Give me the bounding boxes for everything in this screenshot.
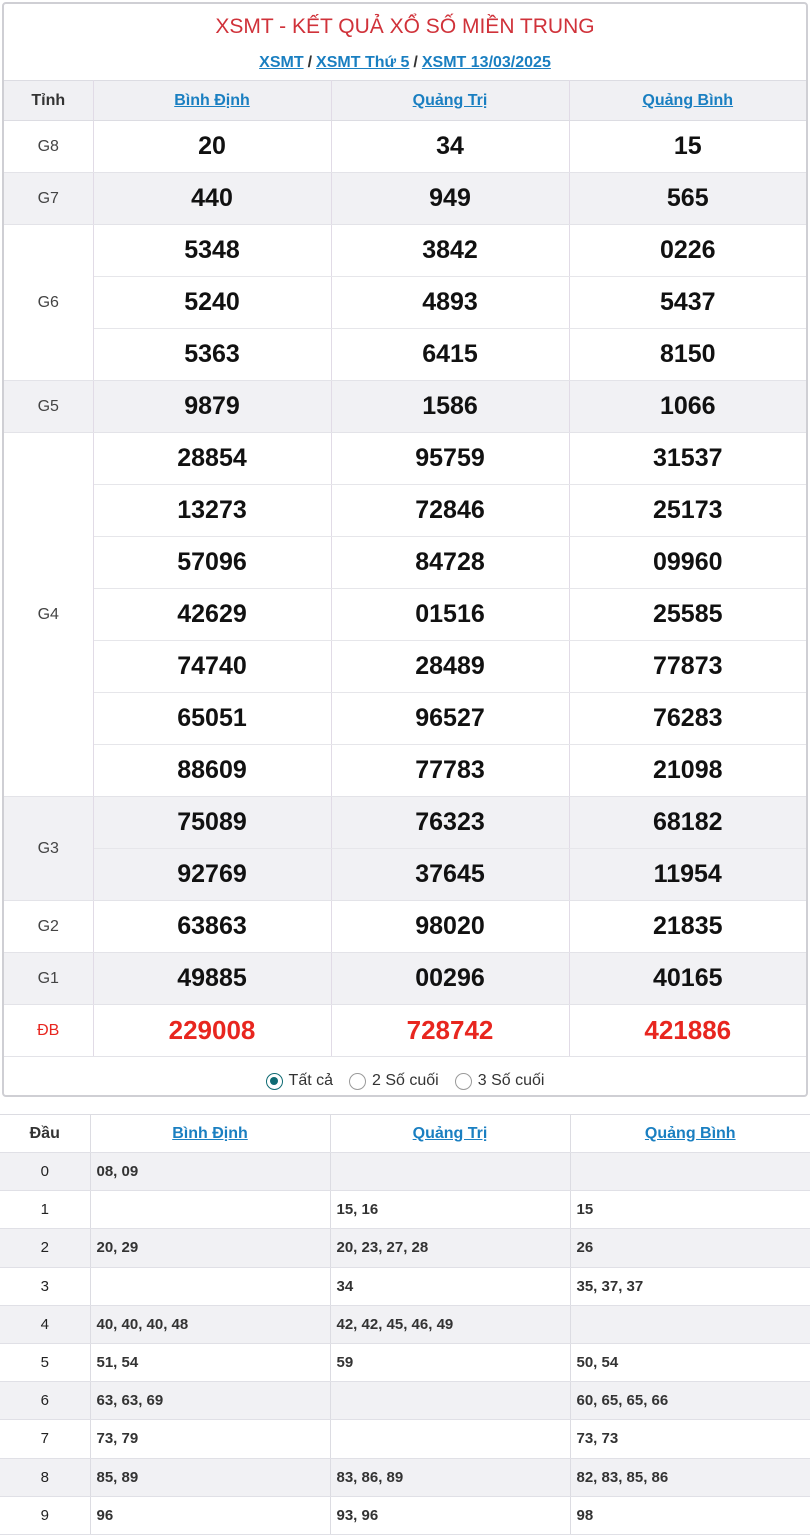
dau-values: 35, 37, 37 xyxy=(570,1267,810,1305)
dau-values: 82, 83, 85, 86 xyxy=(570,1458,810,1496)
filter-all-label: Tất cả xyxy=(288,1072,334,1089)
prize-number: 28489 xyxy=(331,641,569,693)
prize-number: 20 xyxy=(93,121,331,173)
dau-values: 50, 54 xyxy=(570,1343,810,1381)
prize-number: 49885 xyxy=(93,953,331,1005)
prize-number: 34 xyxy=(331,121,569,173)
prize-row xyxy=(4,381,806,433)
results-body xyxy=(4,121,806,1057)
prize-row xyxy=(4,901,806,953)
dau-values xyxy=(570,1305,810,1343)
dau-values: 59 xyxy=(330,1343,570,1381)
filter-last-3-label: 3 Số cuối xyxy=(477,1072,545,1089)
dau-row xyxy=(0,1267,810,1305)
prize-number: 728742 xyxy=(331,1005,569,1057)
province-header-label: Tỉnh xyxy=(4,81,93,121)
dau-values xyxy=(330,1420,570,1458)
prize-number: 565 xyxy=(569,173,806,225)
prize-number: 6415 xyxy=(331,329,569,381)
prize-row xyxy=(4,121,806,173)
prize-label: ĐB xyxy=(4,1005,93,1057)
prize-number: 77873 xyxy=(569,641,806,693)
page-title: XSMT - KẾT QUẢ XỔ SỐ MIỀN TRUNG xyxy=(215,15,595,38)
dau-head-digit: 1 xyxy=(0,1191,90,1229)
prize-row xyxy=(4,173,806,225)
filter-all[interactable] xyxy=(266,1072,333,1090)
prize-number: 1066 xyxy=(569,381,806,433)
prize-number: 84728 xyxy=(331,537,569,589)
dau-values: 60, 65, 65, 66 xyxy=(570,1382,810,1420)
prize-number: 21098 xyxy=(569,745,806,797)
dau-values: 20, 23, 27, 28 xyxy=(330,1229,570,1267)
dau-head-digit: 0 xyxy=(0,1153,90,1191)
prize-label: G4 xyxy=(4,433,93,797)
radio-unchecked-icon[interactable] xyxy=(349,1073,366,1090)
dau-row xyxy=(0,1496,810,1534)
dau-head-digit: 3 xyxy=(0,1267,90,1305)
prize-row xyxy=(4,1005,806,1057)
prize-number: 21835 xyxy=(569,901,806,953)
filter-last-3[interactable] xyxy=(455,1072,545,1090)
prize-row xyxy=(4,693,806,745)
prize-label: G8 xyxy=(4,121,93,173)
prize-number: 1586 xyxy=(331,381,569,433)
prize-number: 25173 xyxy=(569,485,806,537)
prize-label: G3 xyxy=(4,797,93,901)
prize-number: 949 xyxy=(331,173,569,225)
filter-last-2[interactable] xyxy=(349,1072,439,1090)
prize-number: 68182 xyxy=(569,797,806,849)
digit-filter xyxy=(4,1057,806,1105)
dau-values: 42, 42, 45, 46, 49 xyxy=(330,1305,570,1343)
dau-values: 26 xyxy=(570,1229,810,1267)
prize-number: 28854 xyxy=(93,433,331,485)
prize-number: 421886 xyxy=(569,1005,806,1057)
prize-label: G5 xyxy=(4,381,93,433)
prize-number: 65051 xyxy=(93,693,331,745)
prize-row xyxy=(4,329,806,381)
prize-number: 72846 xyxy=(331,485,569,537)
prize-number: 4893 xyxy=(331,277,569,329)
prize-number: 15 xyxy=(569,121,806,173)
results-panel xyxy=(2,2,808,1097)
dau-row xyxy=(0,1305,810,1343)
prize-number: 40165 xyxy=(569,953,806,1005)
prize-row xyxy=(4,277,806,329)
dau-values: 08, 09 xyxy=(90,1153,330,1191)
breadcrumb-xsmt-thu5[interactable]: XSMT Thứ 5 xyxy=(316,54,410,71)
prize-number: 01516 xyxy=(331,589,569,641)
dau-values: 85, 89 xyxy=(90,1458,330,1496)
province-link-quang-binh[interactable]: Quảng Bình xyxy=(642,91,734,109)
prize-number: 42629 xyxy=(93,589,331,641)
dau-head-digit: 8 xyxy=(0,1458,90,1496)
breadcrumb xyxy=(4,50,806,80)
dau-head-digit: 7 xyxy=(0,1420,90,1458)
dau-head-digit: 6 xyxy=(0,1382,90,1420)
breadcrumb-date[interactable]: XSMT 13/03/2025 xyxy=(421,54,551,71)
prize-number: 440 xyxy=(93,173,331,225)
prize-number: 5348 xyxy=(93,225,331,277)
dau-values xyxy=(570,1153,810,1191)
dau-values: 96 xyxy=(90,1496,330,1534)
dau-values: 93, 96 xyxy=(330,1496,570,1534)
dau-row xyxy=(0,1458,810,1496)
dau-values: 98 xyxy=(570,1496,810,1534)
dau-head-digit: 4 xyxy=(0,1305,90,1343)
dau-province-link-quang-binh[interactable]: Quảng Bình xyxy=(644,1124,736,1142)
prize-number: 88609 xyxy=(93,745,331,797)
radio-unchecked-icon[interactable] xyxy=(455,1073,472,1090)
prize-row xyxy=(4,849,806,901)
prize-number: 00296 xyxy=(331,953,569,1005)
prize-row xyxy=(4,433,806,485)
prize-label: G6 xyxy=(4,225,93,381)
dau-values: 15 xyxy=(570,1191,810,1229)
dau-row xyxy=(0,1420,810,1458)
prize-label: G2 xyxy=(4,901,93,953)
dau-values: 63, 63, 69 xyxy=(90,1382,330,1420)
dau-values: 40, 40, 40, 48 xyxy=(90,1305,330,1343)
dau-values: 34 xyxy=(330,1267,570,1305)
prize-row xyxy=(4,589,806,641)
prize-number: 09960 xyxy=(569,537,806,589)
dau-values: 20, 29 xyxy=(90,1229,330,1267)
province-link-binh-dinh[interactable]: Bình Định xyxy=(174,91,250,109)
prize-row xyxy=(4,953,806,1005)
dau-head-digit: 5 xyxy=(0,1343,90,1381)
prize-number: 3842 xyxy=(331,225,569,277)
prize-number: 96527 xyxy=(331,693,569,745)
prize-label: G7 xyxy=(4,173,93,225)
dau-head-digit: 2 xyxy=(0,1229,90,1267)
dau-values xyxy=(330,1153,570,1191)
results-table xyxy=(4,80,806,1057)
prize-label: G1 xyxy=(4,953,93,1005)
breadcrumb-separator: / xyxy=(413,54,418,71)
prize-number: 31537 xyxy=(569,433,806,485)
province-link-quang-tri[interactable]: Quảng Trị xyxy=(412,91,488,109)
prize-number: 76283 xyxy=(569,693,806,745)
prize-number: 5240 xyxy=(93,277,331,329)
prize-number: 8150 xyxy=(569,329,806,381)
dau-province-link-quang-tri[interactable]: Quảng Trị xyxy=(412,1124,488,1142)
dau-values xyxy=(330,1382,570,1420)
prize-row xyxy=(4,485,806,537)
prize-number: 229008 xyxy=(93,1005,331,1057)
dau-values xyxy=(90,1267,330,1305)
dau-row xyxy=(0,1229,810,1267)
prize-row xyxy=(4,745,806,797)
dau-table xyxy=(0,1114,810,1535)
dau-values: 83, 86, 89 xyxy=(330,1458,570,1496)
prize-number: 0226 xyxy=(569,225,806,277)
prize-number: 57096 xyxy=(93,537,331,589)
prize-number: 75089 xyxy=(93,797,331,849)
prize-row xyxy=(4,225,806,277)
prize-row xyxy=(4,797,806,849)
dau-row xyxy=(0,1382,810,1420)
prize-number: 95759 xyxy=(331,433,569,485)
prize-number: 11954 xyxy=(569,849,806,901)
prize-number: 5437 xyxy=(569,277,806,329)
dau-values xyxy=(90,1191,330,1229)
prize-number: 76323 xyxy=(331,797,569,849)
prize-number: 25585 xyxy=(569,589,806,641)
dau-province-link-binh-dinh[interactable]: Bình Định xyxy=(172,1124,248,1142)
prize-number: 77783 xyxy=(331,745,569,797)
prize-row xyxy=(4,641,806,693)
prize-number: 92769 xyxy=(93,849,331,901)
prize-number: 37645 xyxy=(331,849,569,901)
dau-values: 73, 73 xyxy=(570,1420,810,1458)
prize-row xyxy=(4,537,806,589)
prize-number: 13273 xyxy=(93,485,331,537)
prize-number: 98020 xyxy=(331,901,569,953)
breadcrumb-separator: / xyxy=(307,54,313,71)
dau-row xyxy=(0,1153,810,1191)
dau-header-label: Đầu xyxy=(0,1115,90,1153)
dau-row xyxy=(0,1191,810,1229)
radio-checked-icon[interactable] xyxy=(266,1073,283,1090)
prize-number: 74740 xyxy=(93,641,331,693)
dau-values: 51, 54 xyxy=(90,1343,330,1381)
dau-values: 15, 16 xyxy=(330,1191,570,1229)
dau-head-digit: 9 xyxy=(0,1496,90,1534)
prize-number: 5363 xyxy=(93,329,331,381)
dau-values: 73, 79 xyxy=(90,1420,330,1458)
dau-body xyxy=(0,1153,810,1535)
breadcrumb-xsmt[interactable]: XSMT xyxy=(259,54,304,71)
prize-number: 63863 xyxy=(93,901,331,953)
prize-number: 9879 xyxy=(93,381,331,433)
filter-last-2-label: 2 Số cuối xyxy=(372,1072,439,1089)
dau-row xyxy=(0,1343,810,1381)
